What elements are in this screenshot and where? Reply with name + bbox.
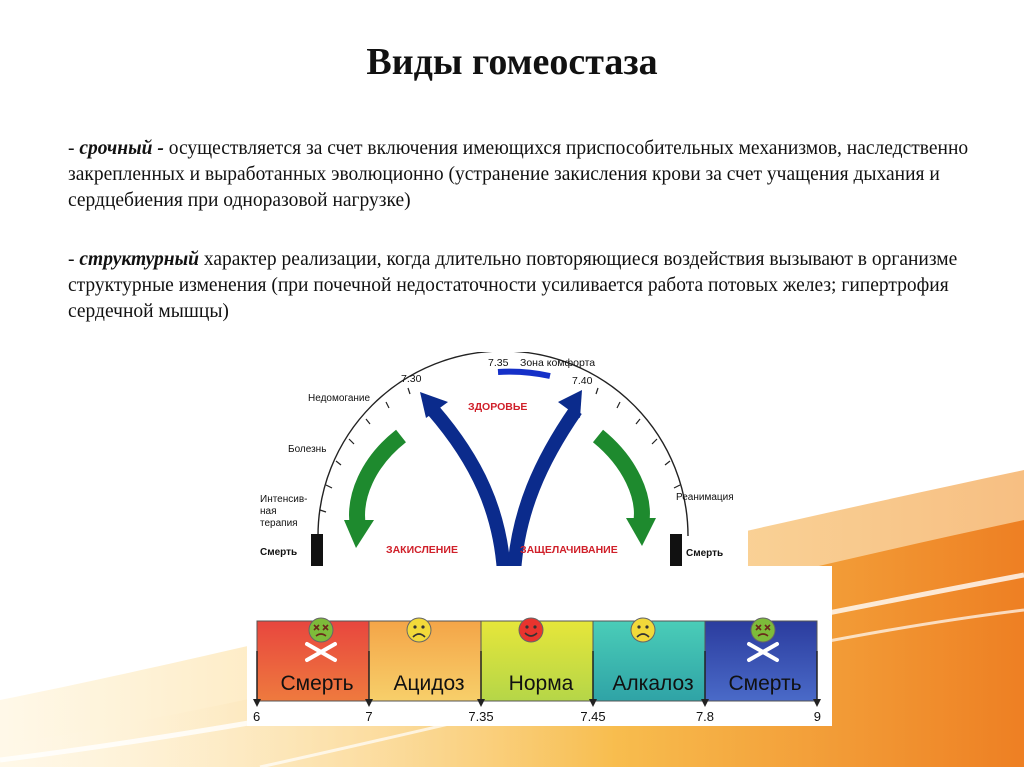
scale-segment — [593, 618, 705, 701]
alkalization-label: ЗАЩЕЛАЧИВАНИЕ — [520, 544, 618, 556]
scale-segment — [257, 618, 369, 701]
ph-scale — [247, 566, 832, 726]
scale-segment-label: Норма — [508, 672, 574, 695]
acidification-label: ЗАКИСЛЕНИЕ — [386, 544, 458, 556]
paragraph-structural-text: характер реализации, когда длительно повторяющиеся воздействия вызывают в организме структурные изменения (при почечной недостаточности усиливается работа потовых желез; гипертрофия сердечной мышцы) — [68, 249, 958, 322]
label-reanimation: Реанимация — [676, 492, 734, 503]
left-value: 7.30 — [401, 373, 422, 385]
sad-face-icon — [407, 618, 431, 642]
dead-face-icon — [751, 618, 775, 642]
paragraph-structural — [68, 247, 988, 325]
dead-face-icon — [309, 618, 333, 642]
scale-tick-label: 7.35 — [468, 709, 494, 724]
scale-segments — [257, 618, 817, 701]
sad-face-icon — [631, 618, 655, 642]
paragraph-structural-term: структурный — [79, 249, 200, 270]
label-death-left: Смерть — [260, 547, 298, 558]
paragraph-structural-dash: - — [68, 249, 80, 270]
happy-face-icon — [519, 618, 543, 642]
comfort-value: 7.35 — [488, 357, 509, 369]
scale-segment-label: Смерть — [280, 672, 354, 695]
label-death-right: Смерть — [686, 548, 724, 559]
label-malaise: Недомогание — [308, 393, 371, 404]
scale-segment — [705, 618, 817, 701]
label-intensive-2: ная — [260, 506, 277, 517]
comfort-label: Зона комфорта — [520, 357, 596, 369]
scale-segment — [481, 618, 593, 701]
scale-segment — [369, 618, 481, 701]
scale-tick-label: 7.45 — [580, 709, 606, 724]
paragraph-urgent-dash: - — [68, 138, 80, 159]
health-label: ЗДОРОВЬЕ — [468, 401, 528, 413]
scale-segment-label: Смерть — [728, 672, 802, 695]
scale-segment-label: Алкалоз — [612, 672, 694, 695]
page-title: Виды гомеостаза — [366, 41, 658, 83]
scale-tick-label: 7 — [365, 709, 373, 724]
scale-segment-label: Ацидоз — [393, 672, 465, 695]
label-intensive-1: Интенсив- — [260, 494, 308, 505]
paragraph-urgent — [68, 136, 988, 214]
scale-tick-label: 7.8 — [695, 709, 715, 724]
scale-tick-label: 9 — [813, 709, 821, 724]
right-value: 7.40 — [572, 375, 593, 387]
label-intensive-3: терапия — [260, 518, 298, 529]
scale-tick-label: 6 — [253, 709, 261, 724]
homeostasis-arc-diagram — [258, 352, 748, 584]
paragraph-urgent-text: осуществляется за счет включения имеющихся приспособительных механизмов, наследственно закрепленных и выработанных эволюционно (устранение закисления крови за счет учащения дыхания и сердцебиения при одноразовой нагрузке) — [68, 138, 969, 211]
paragraph-urgent-term: срочный - — [79, 138, 164, 159]
label-disease: Болезнь — [288, 444, 327, 455]
